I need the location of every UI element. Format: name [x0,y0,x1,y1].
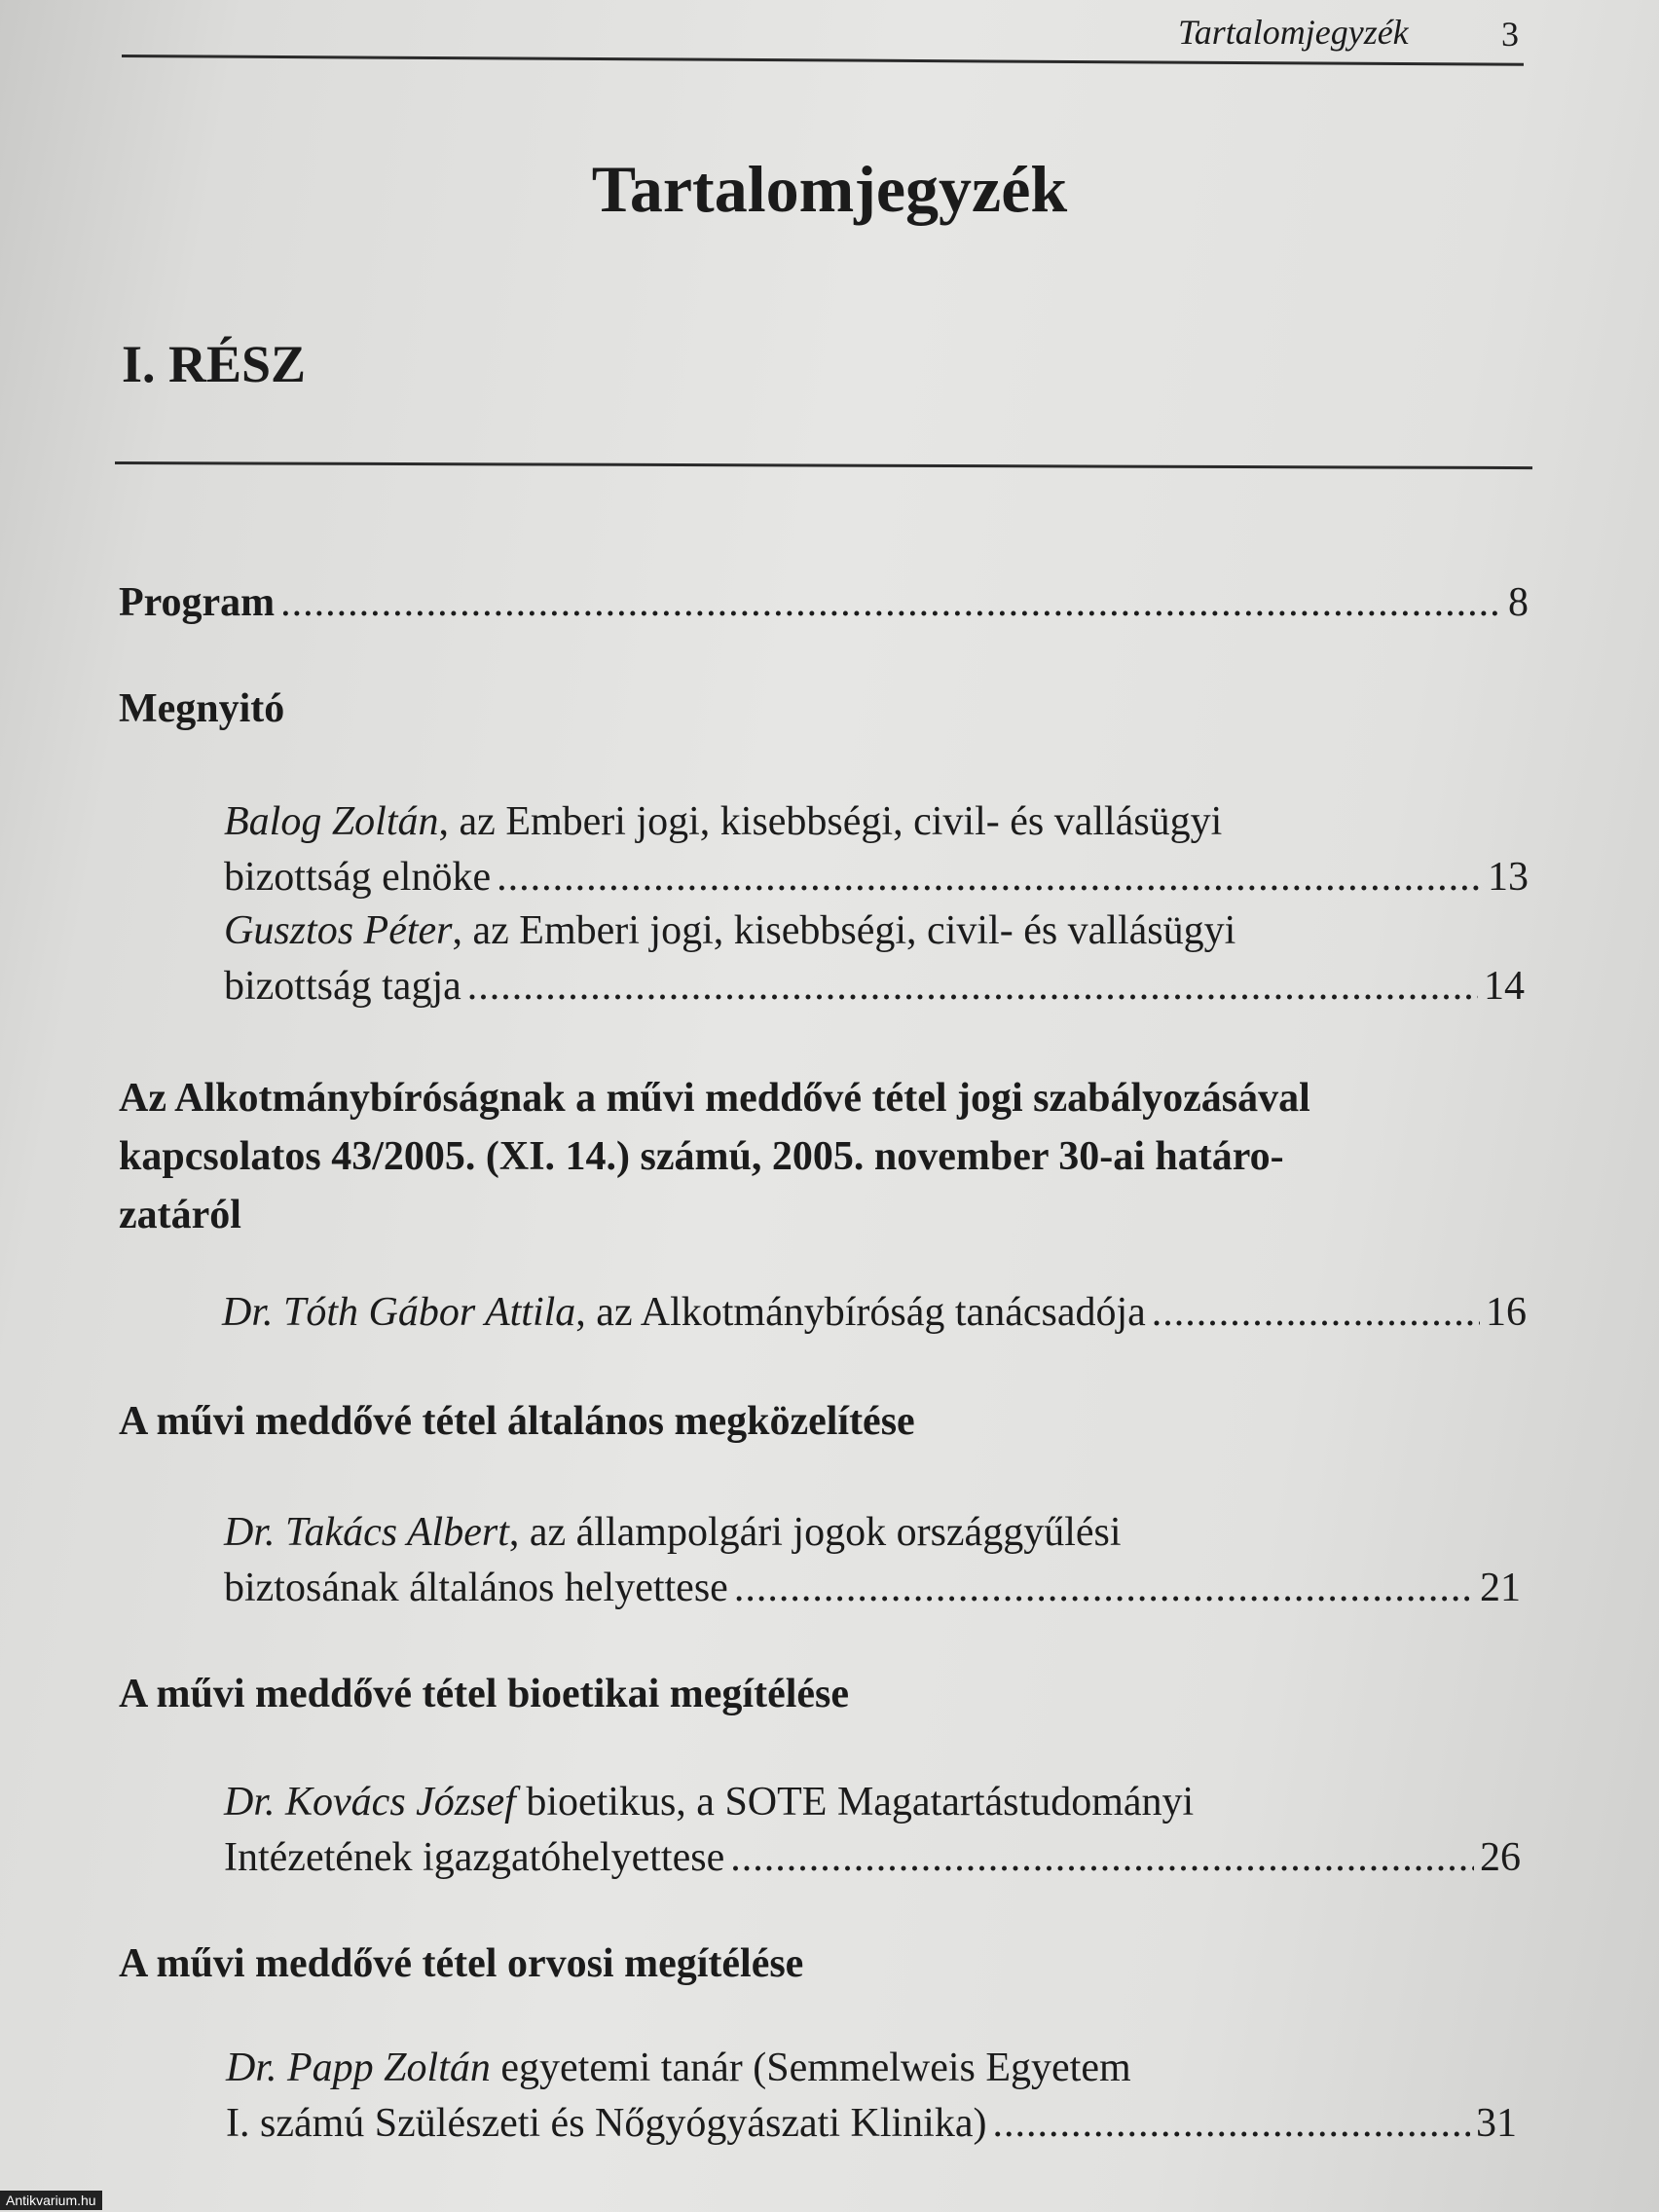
section-heading: A művi meddővé tétel általános megközelítése [119,1399,915,1444]
author-name: Dr. Kovács József [224,1780,516,1825]
entry-text: bizottság elnöke [224,855,492,900]
author-name: Balog Zoltán [224,799,439,844]
heading-line: kapcsolatos 43/2005. (XI. 14.) számú, 2005. november 30-ai határo- [119,1134,1284,1179]
entry-text: bizottság tagja [224,964,461,1009]
section-heading: A művi meddővé tétel orvosi megítélése [119,1941,804,1986]
author-name: Dr. Tóth Gábor Attila [222,1290,576,1335]
section-heading: Megnyitó [119,686,285,731]
page-ref: 21 [1480,1566,1521,1610]
section-heading: A művi meddővé tétel bioetikai megítélése [119,1672,850,1716]
heading-line: Az Alkotmánybíróságnak a művi meddővé tétel jogi szabályozásával [119,1076,1310,1121]
part-title: I. RÉSZ [122,335,307,393]
author-name: Gusztos Péter [224,908,453,953]
entry-text: , az Emberi jogi, kisebbségi, civil- és vallásügyi [438,799,1223,844]
entry-text: I. számú Szülészeti és Nőgyógyászati Klinika) [226,2101,987,2146]
leader-dots [1152,1285,1480,1341]
toc-entry [224,903,1525,1014]
toc-entry [224,1505,1521,1616]
page-ref: 13 [1488,855,1529,900]
entry-text: , az Emberi jogi, kisebbségi, civil- és vallásügyi [452,908,1236,953]
toc-entry-program [119,574,1529,631]
page-ref: 14 [1484,964,1525,1009]
page-ref: 8 [1508,580,1529,625]
leader-dots [280,574,1502,631]
entry-text: bioetikus, a SOTE Magatartástudományi [515,1780,1195,1825]
leader-dots [497,850,1482,905]
entry-text: , az állampolgári jogok országgyűlési [508,1510,1122,1555]
entry-text: , az Alkotmánybíróság tanácsadója [575,1290,1146,1335]
program-label: Program [119,580,276,625]
leader-dots [992,2096,1470,2152]
page-number: 3 [1501,15,1519,54]
page-ref: 31 [1476,2101,1517,2146]
part-rule [115,461,1532,469]
page-ref: 26 [1480,1835,1521,1880]
heading-line: zatáról [119,1193,241,1237]
entry-text: Intézetének igazgatóhelyettese [224,1835,725,1880]
header-rule [122,55,1524,66]
page-title: Tartalomjegyzék [591,152,1068,226]
toc-entry [222,1285,1527,1341]
section-heading [119,1069,1530,1244]
author-name: Dr. Papp Zoltán [226,2046,491,2090]
running-head: Tartalomjegyzék [1178,13,1409,52]
leader-dots [734,1561,1474,1616]
toc-entry [224,794,1529,905]
watermark: Antikvarium.hu [0,2191,102,2210]
entry-text: biztosának általános helyettese [224,1566,728,1610]
author-name: Dr. Takács Albert [224,1510,509,1555]
leader-dots [467,959,1478,1014]
entry-text: egyetemi tanár (Semmelweis Egyetem [490,2046,1131,2090]
toc-entry [224,1775,1521,1886]
page-ref: 16 [1486,1290,1527,1335]
toc-entry [226,2041,1517,2152]
leader-dots [730,1830,1474,1886]
